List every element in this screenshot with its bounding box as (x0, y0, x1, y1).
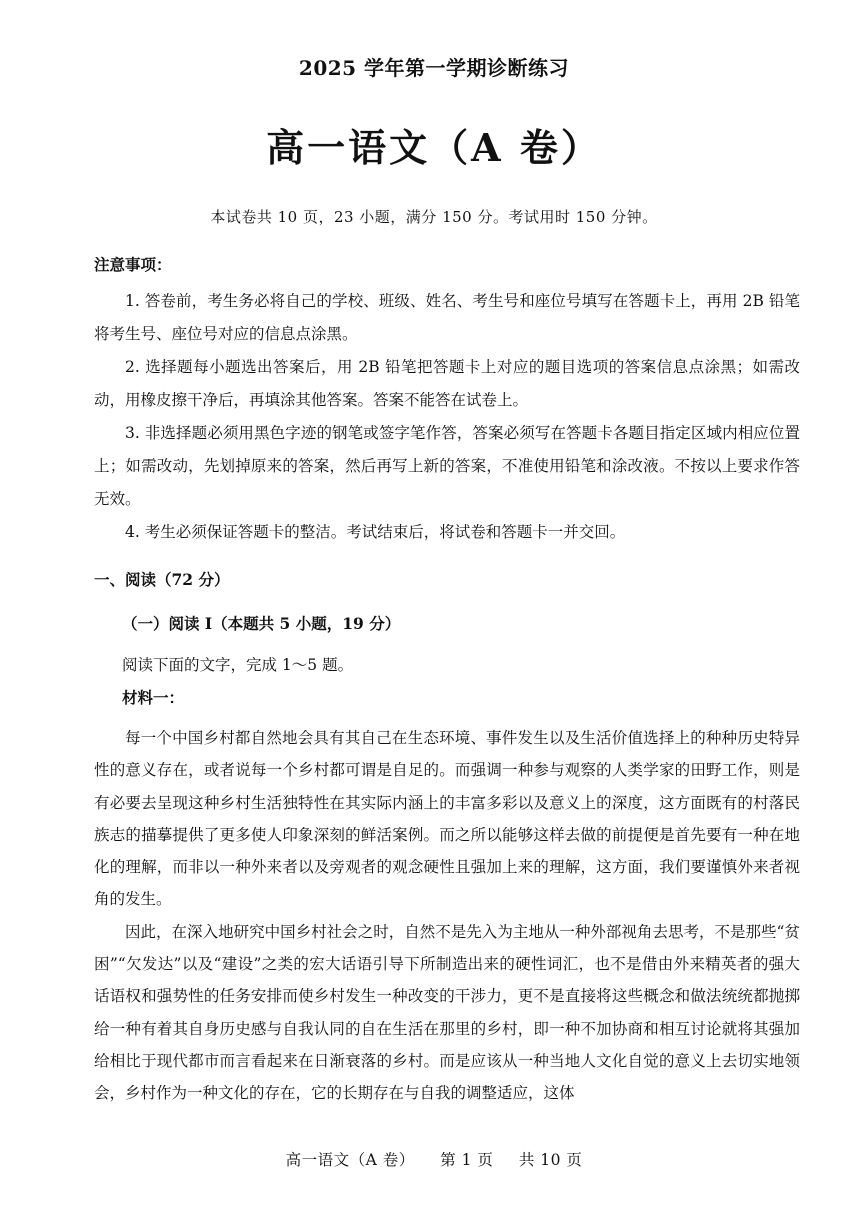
material-label: 材料一： (122, 688, 185, 707)
page-footer (0, 1148, 868, 1170)
note-item-2: 2. 选择题每小题选出答案后，用 2B 铅笔把答题卡上对应的题目选项的答案信息点涂黑；如需改动，用橡皮擦干净后，再填涂其他答案。答案不能答在试卷上。 (94, 358, 800, 409)
reading-instruction: 阅读下面的文字，完成 1～5 题。 (122, 656, 354, 674)
section-heading: 一、阅读（72 分） (94, 570, 230, 589)
note-item-1: 1. 答卷前，考生务必将自己的学校、班级、姓名、考生号和座位号填写在答题卡上，再用 2B 铅笔将考生号、座位号对应的信息点涂黑。 (94, 292, 800, 343)
exam-info: 本试卷共 10 页，23 小题，满分 150 分。考试用时 150 分钟。 (210, 208, 658, 226)
subsection-heading: （一）阅读 I（本题共 5 小题，19 分） (122, 614, 401, 633)
material-body (94, 722, 800, 1110)
footer-page-number: 第 1 页 (440, 1151, 494, 1169)
footer-subject: 高一语文（A 卷） (285, 1151, 415, 1169)
footer-page-total: 共 10 页 (518, 1151, 583, 1169)
note-item-4: 4. 考生必须保证答题卡的整洁。考试结束后，将试卷和答题卡一并交回。 (125, 523, 626, 541)
exam-title: 高一语文（A 卷） (266, 125, 602, 170)
notes-list (94, 285, 800, 549)
notes-heading: 注意事项： (94, 255, 172, 274)
note-item-3: 3. 非选择题必须用黑色字迹的钢笔或签字笔作答，答案必须写在答题卡各题目指定区域内相应位置上；如需改动，先划掉原来的答案，然后再写上新的答案，不准使用铅笔和涂改液。不按以上要求作答无效。 (94, 424, 800, 508)
paragraph: 因此，在深入地研究中国乡村社会之时，自然不是先入为主地从一种外部视角去思考，不是那些“贫困”“欠发达”以及“建设”之类的宏大话语引导下所制造出来的硬性词汇，也不是借由外来精英者的强大话语权和强势性的任务安排而使乡村发生一种改变的干涉力，更不是直接将这些概念和做法统统都抛掷给一种有着其自身历史感与自我认同的自在生活在那里的乡村，即一种不加协商和相互讨论就将其强加给相比于现代都市而言看起来在日渐衰落的乡村。而是应该从一种当地人文化自觉的意义上去切实地领会，乡村作为一种文化的存在，它的长期存在与自我的调整适应，这体 (94, 922, 800, 1103)
paragraph: 每一个中国乡村都自然地会具有其自己在生态环境、事件发生以及生活价值选择上的种种历史特异性的意义存在，或者说每一个乡村都可谓是自足的。而强调一种参与观察的人类学家的田野工作，则是有必要去呈现这种乡村生活独特性在其实际内涵上的丰富多彩以及意义上的深度，这方面既有的村落民族志的描摹提供了更多使人印象深刻的鲜活案例。而之所以能够这样去做的前提便是首先要有一种在地化的理解，而非以一种外来者以及旁观者的观念硬性且强加上来的理解，这方面，我们要谨慎外来者视角的发生。 (94, 729, 800, 909)
exam-supertitle: 2025 学年第一学期诊断练习 (298, 56, 570, 80)
